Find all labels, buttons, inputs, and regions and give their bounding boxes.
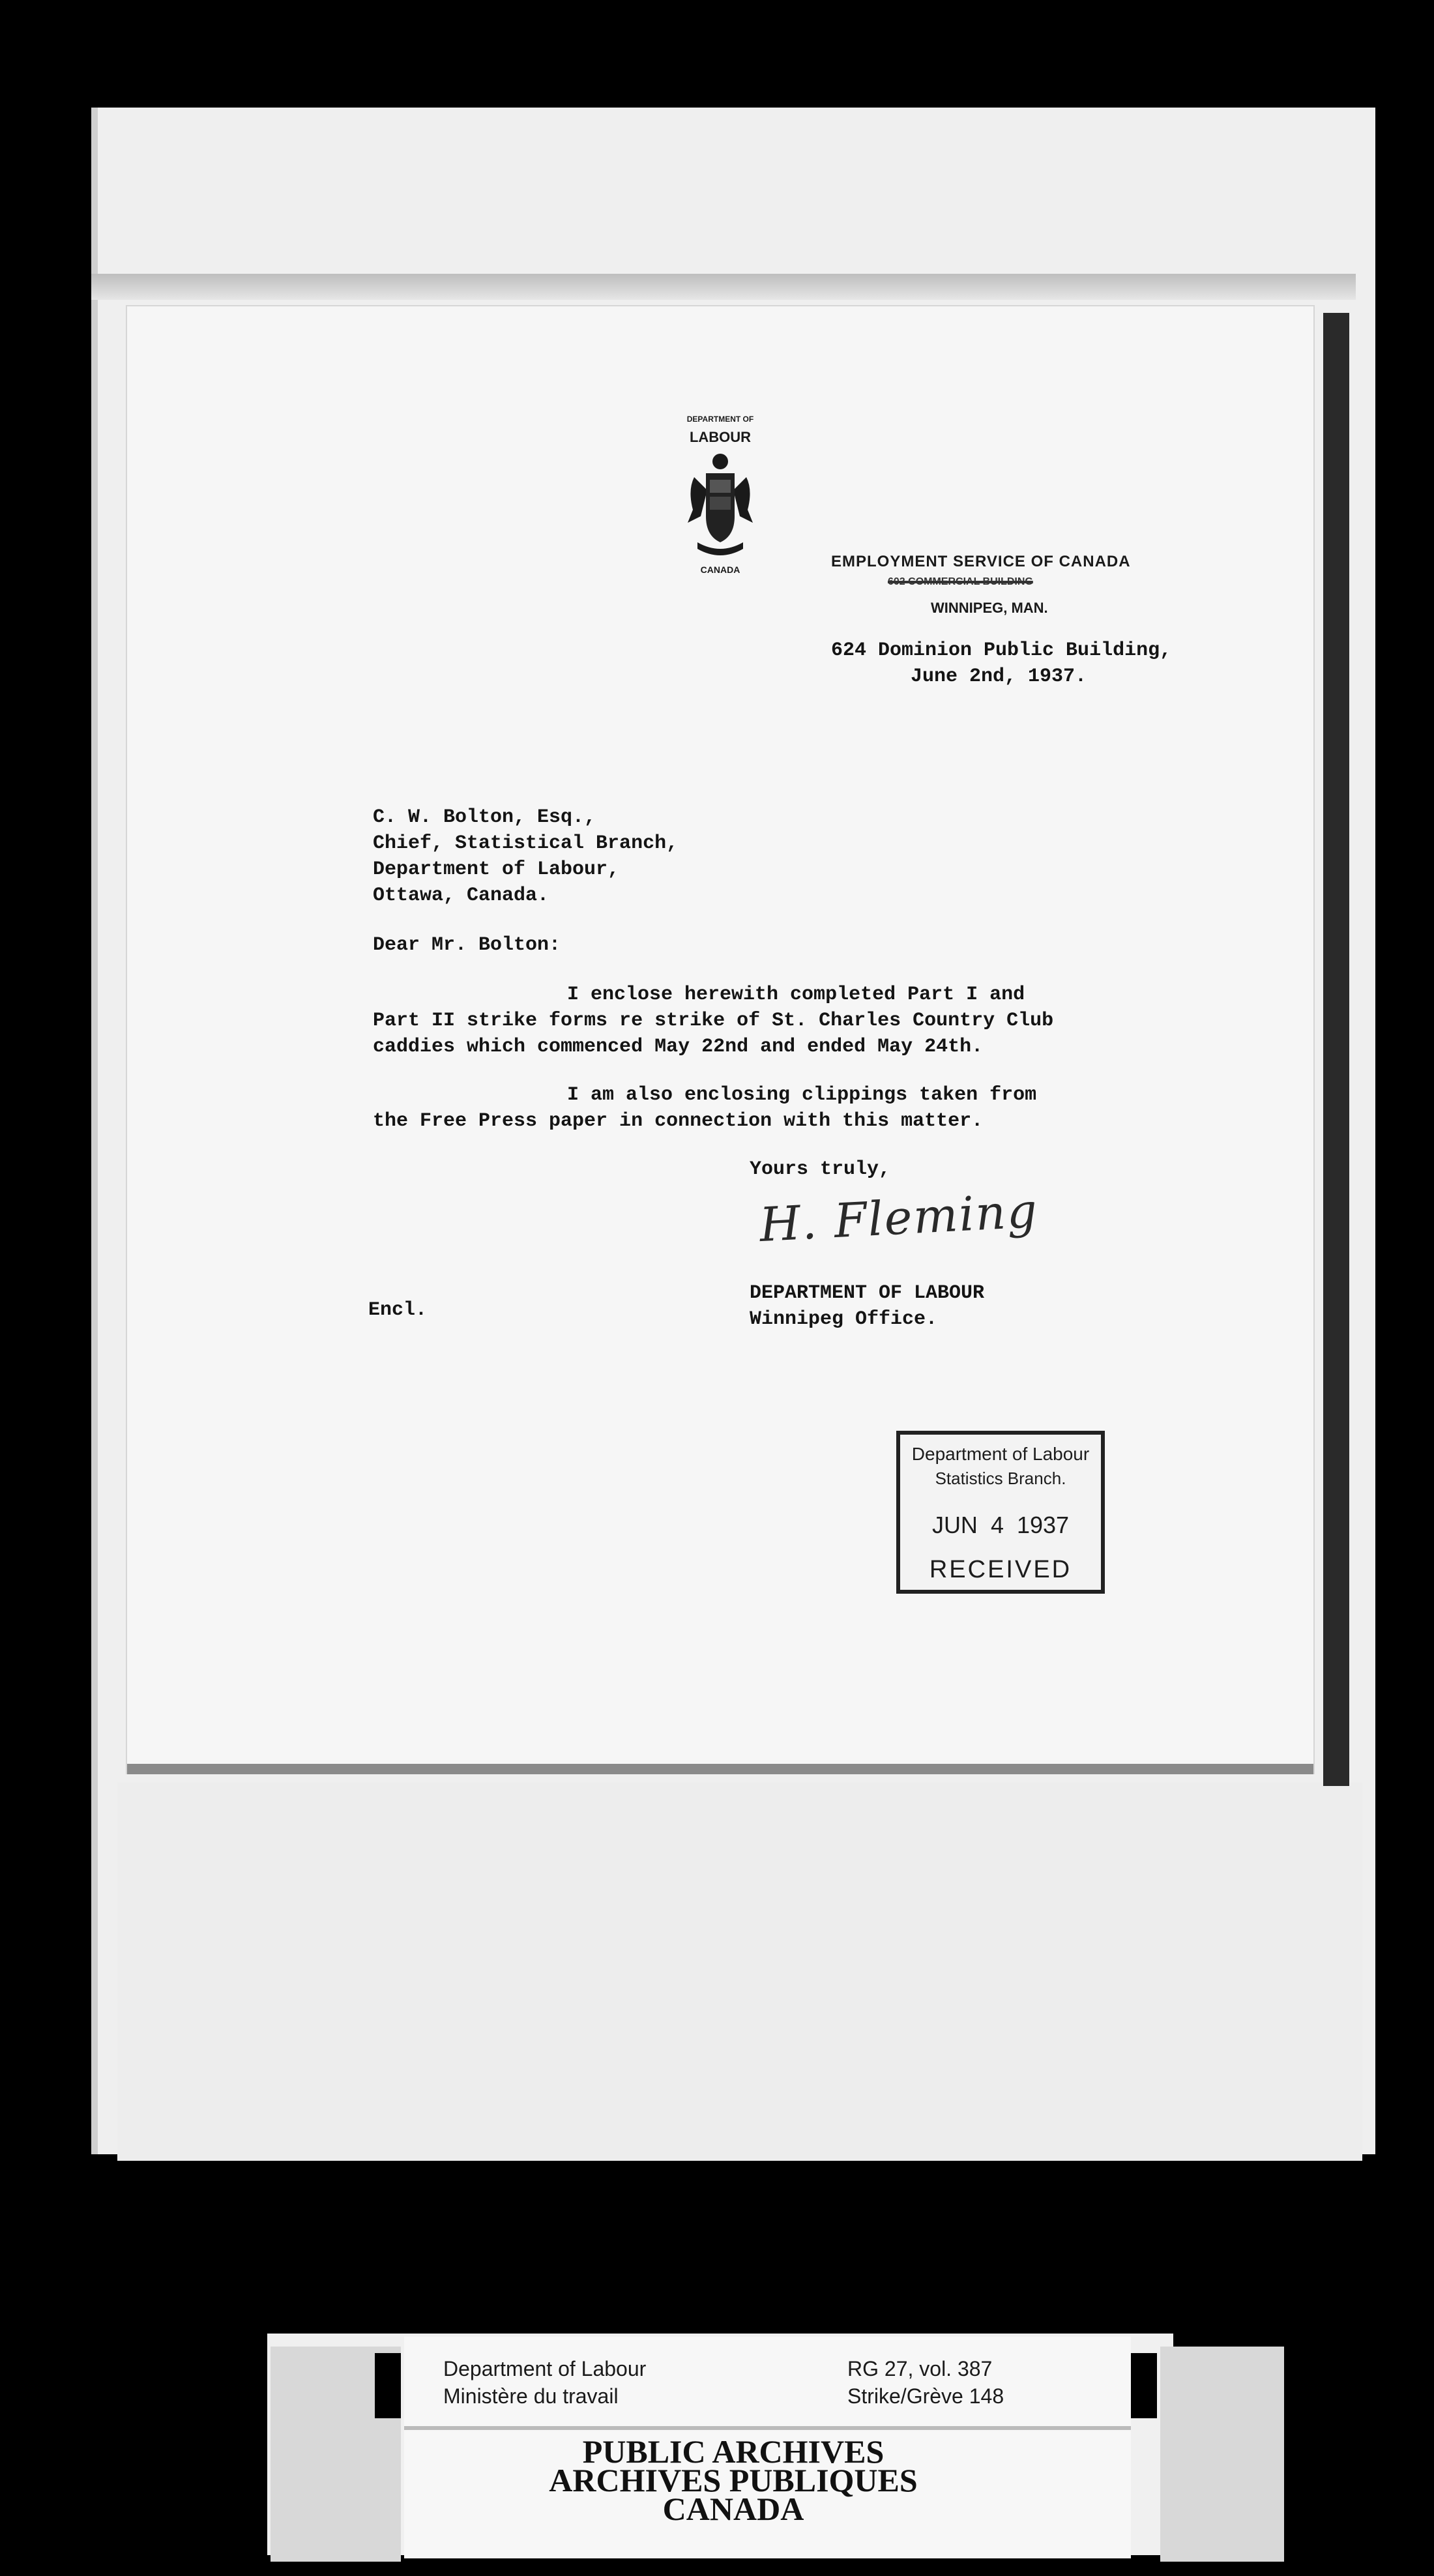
- label-strike-number: Strike/Grève 148: [847, 2384, 1004, 2408]
- paragraph1-line1: I enclose herewith completed Part I and: [567, 984, 1025, 1006]
- backing-fold-shadow: [91, 274, 1356, 300]
- recipient-line-3: Department of Labour,: [373, 858, 620, 881]
- signature-block-line2: Winnipeg Office.: [750, 1308, 938, 1330]
- paragraph2-line2: the Free Press paper in connection with this matter.: [373, 1110, 984, 1132]
- recipient-line-4: Ottawa, Canada.: [373, 885, 549, 907]
- recipient-line-2: Chief, Statistical Branch,: [373, 832, 679, 855]
- stamp-branch: Statistics Branch.: [935, 1469, 1066, 1488]
- label-notch-right: [1131, 2353, 1157, 2418]
- backing-bottom-panel: [117, 1783, 1362, 2161]
- sender-address-line: 624 Dominion Public Building,: [831, 639, 1172, 662]
- received-stamp: [896, 1431, 1105, 1594]
- letter-bottom-edge: [127, 1764, 1313, 1774]
- label-notch-left: [375, 2353, 401, 2418]
- label-reference: RG 27, vol. 387: [847, 2357, 993, 2380]
- letterhead-city: WINNIPEG, MAN.: [931, 600, 1048, 616]
- handwritten-signature: H. Fleming: [758, 1182, 1040, 1253]
- label-dept-en: Department of Labour: [443, 2357, 647, 2380]
- label-divider: [404, 2426, 1131, 2430]
- letter-date: June 2nd, 1937.: [911, 666, 1087, 688]
- paragraph1-line2: Part II strike forms re strike of St. Charles Country Club: [373, 1010, 1054, 1032]
- closing: Yours truly,: [750, 1158, 891, 1180]
- archive-label-right-tab: [1160, 2347, 1284, 2562]
- signature-block-line1: DEPARTMENT OF LABOUR: [750, 1282, 985, 1304]
- label-public-archives: PUBLIC ARCHIVES: [582, 2433, 885, 2470]
- stamp-date: JUN 4 1937: [931, 1512, 1070, 1538]
- paragraph2-line1: I am also enclosing clippings taken from: [567, 1084, 1037, 1106]
- salutation: Dear Mr. Bolton:: [373, 934, 561, 956]
- label-dept-fr: Ministère du travail: [443, 2384, 619, 2408]
- label-canada: CANADA: [662, 2491, 804, 2527]
- enclosure-note: Encl.: [368, 1299, 428, 1321]
- coat-of-arms-icon: [681, 451, 759, 562]
- label-archives-publiques: ARCHIVES PUBLIQUES: [549, 2462, 918, 2498]
- recipient-line-1: C. W. Bolton, Esq.,: [373, 806, 596, 828]
- paragraph1-line3: caddies which commenced May 22nd and ended May 24th.: [373, 1036, 984, 1058]
- employment-service-heading: EMPLOYMENT SERVICE OF CANADA: [831, 553, 1131, 570]
- struck-old-address: 602 COMMERCIAL BUILDING: [888, 576, 1033, 587]
- letterhead-dept-small: DEPARTMENT OF: [686, 415, 754, 424]
- crest-caption: CANADA: [700, 564, 740, 575]
- stamp-status: RECEIVED: [929, 1556, 1072, 1583]
- stamp-dept: Department of Labour: [911, 1444, 1090, 1464]
- letterhead-dept-labour: LABOUR: [689, 429, 752, 445]
- backing-right-edge: [1323, 313, 1349, 1786]
